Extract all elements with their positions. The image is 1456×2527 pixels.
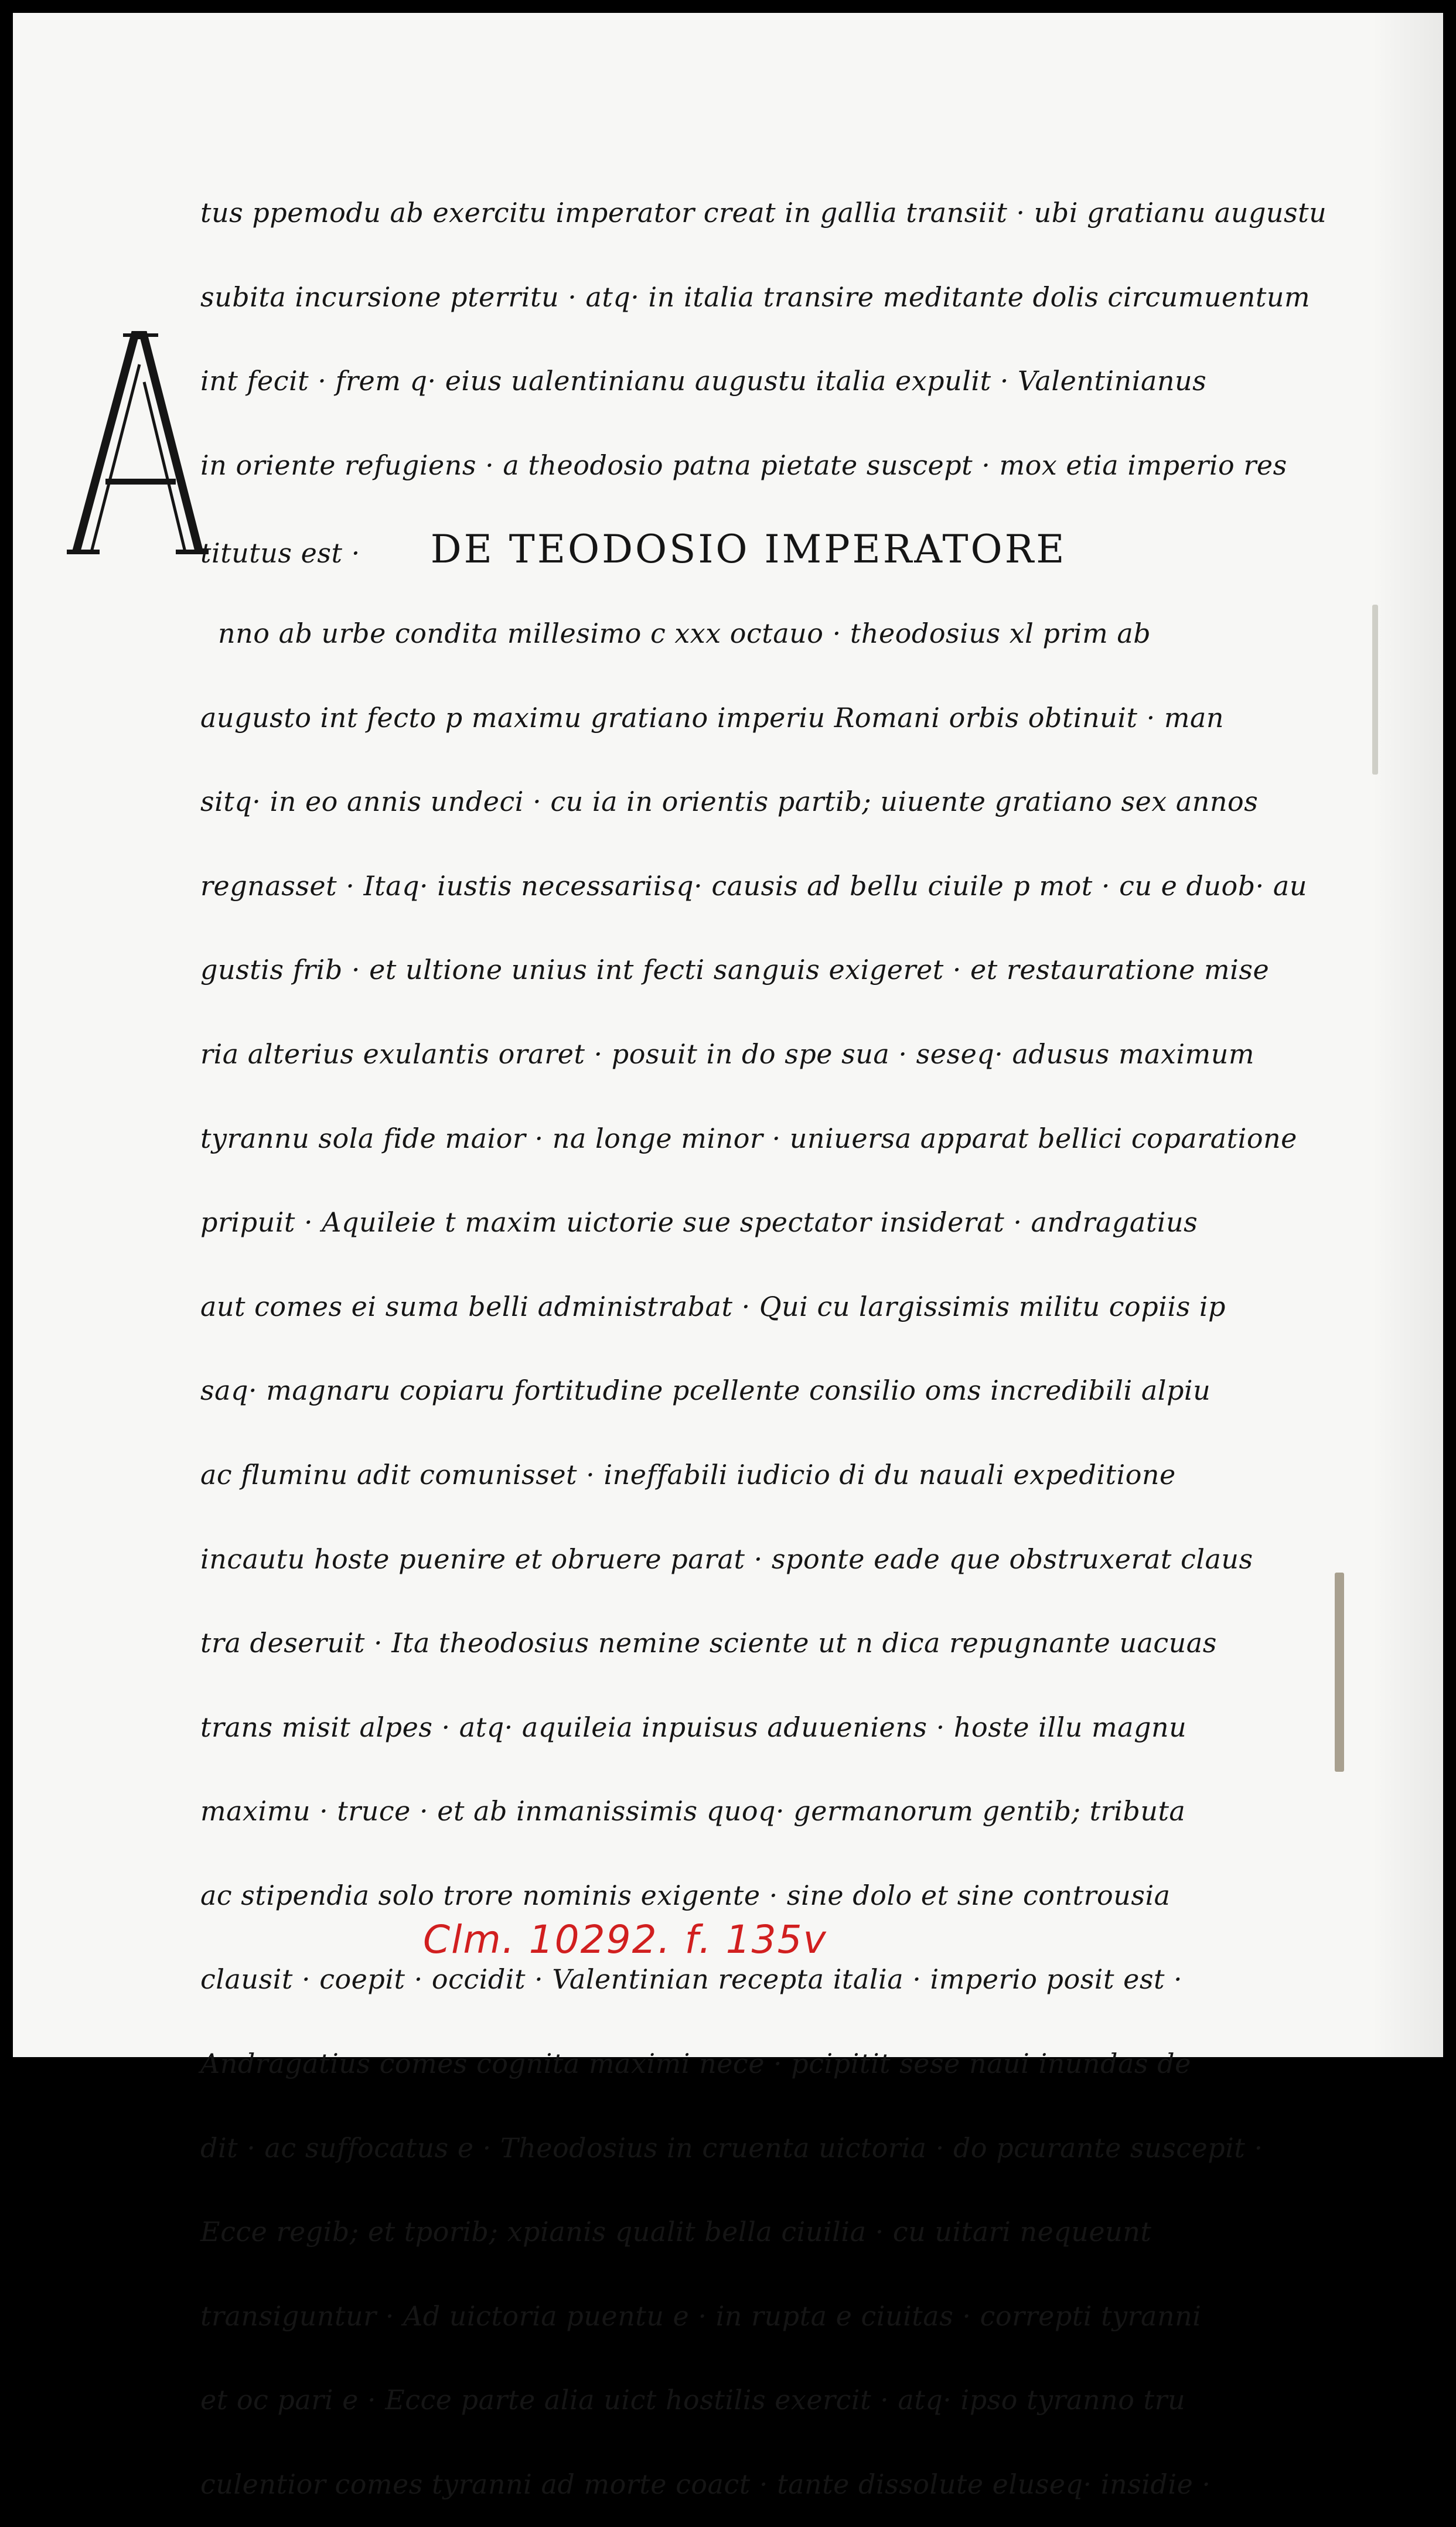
text-line: int fecit · frem q· eius ualentinianu augustu italia expulit · Valentinianus — [200, 365, 1207, 397]
text-line: nno ab urbe condita millesimo c xxx octauo · theodosius xl prim ab — [218, 617, 1151, 649]
page-shadow — [1373, 13, 1443, 2057]
text-line: regnasset · Itaq· iustis necessariisq· causis ad bellu ciuile p mot · cu e duob· au — [200, 869, 1307, 902]
text-line: culentior comes tyranni ad morte coact · tante dissolute eluseq· insidie · — [200, 2468, 1211, 2501]
text-line: tus ppemodu ab exercitu imperator creat in gallia transiit · ubi gratianu augustu — [200, 197, 1327, 229]
text-line: incautu hoste puenire et obruere parat · sponte eade que obstruxerat claus — [200, 1543, 1253, 1575]
shelfmark-annotation: Clm. 10292. f. 135v — [423, 1917, 827, 1962]
text-line: et oc pari e · Ecce parte alia uict hostilis exercit · atq· ipso tyranno tru — [200, 2384, 1186, 2416]
text-line: clausit · coepit · occidit · Valentinian recepta italia · imperio posit est · — [200, 1963, 1183, 1996]
text-line: ria alterius exulantis oraret · posuit in do spe sua · seseq· adusus maximum — [200, 1038, 1255, 1070]
text-line-with-title — [200, 507, 1360, 592]
text-line: saq· magnaru copiaru fortitudine pcellente consilio oms incredibili alpiu — [200, 1375, 1211, 1407]
text-line: gustis frib · et ultione unius int fecti sanguis exigeret · et restauratione mise — [200, 954, 1270, 986]
text-line: aut comes ei suma belli administrabat · Qui cu largissimis militu copiis ip — [200, 1290, 1226, 1322]
text-line: Andragatius comes cognita maximi nece · pcipitit sese naui inundas de — [200, 2048, 1191, 2080]
text-line: titutus est · — [200, 537, 360, 569]
text-line: transiguntur · Ad uictoria puentu e · in rupta e ciuitas · correpti tyranni — [200, 2300, 1202, 2332]
manuscript-page — [13, 13, 1443, 2501]
text-line: augusto int fecto p maximu gratiano imperiu Romani orbis obtinuit · man — [200, 701, 1225, 734]
text-line: subita incursione pterritu · atq· in italia transire meditante dolis circumuentum — [200, 281, 1311, 313]
text-line: tra deseruit · Ita theodosius nemine sciente ut n dica repugnante uacuas — [200, 1627, 1217, 1659]
text-line: pripuit · Aquileie t maxim uictorie sue spectator insiderat · andragatius — [200, 1206, 1198, 1239]
decorated-initial-icon — [64, 323, 211, 558]
text-line: dit · ac suffocatus e · Theodosius in cruenta uictoria · do pcurante suscepit · — [200, 2132, 1263, 2164]
text-line: trans misit alpes · atq· aquileia inpuisus aduueniens · hoste illu magnu — [200, 1711, 1187, 1743]
text-line: maximu · truce · et ab inmanissimis quoq· germanorum gentib; tributa — [200, 1795, 1186, 1827]
section-title: DE TEODOSIO IMPERATORE — [430, 527, 1067, 572]
text-line: ac stipendia solo trore nominis exigente · sine dolo et sine controusia — [200, 1879, 1171, 1911]
text-line: Ecce regib; et tporib; xpianis qualit bella ciuilia · cu uitari nequeunt — [200, 2216, 1152, 2248]
text-line: sitq· in eo annis undeci · cu ia in orientis partib; uiuente gratiano sex annos — [200, 786, 1259, 818]
text-line: tyrannu sola fide maior · na longe minor · uniuersa apparat bellici coparatione — [200, 1122, 1297, 1154]
text-line: ac fluminu adit comunisset · ineffabili iudicio di du nauali expeditione — [200, 1458, 1176, 1491]
text-line: in oriente refugiens · a theodosio patna pietate suscept · mox etia imperio res — [200, 449, 1287, 481]
margin-mark-faint — [1372, 605, 1378, 775]
manuscript-text — [200, 171, 1360, 2527]
